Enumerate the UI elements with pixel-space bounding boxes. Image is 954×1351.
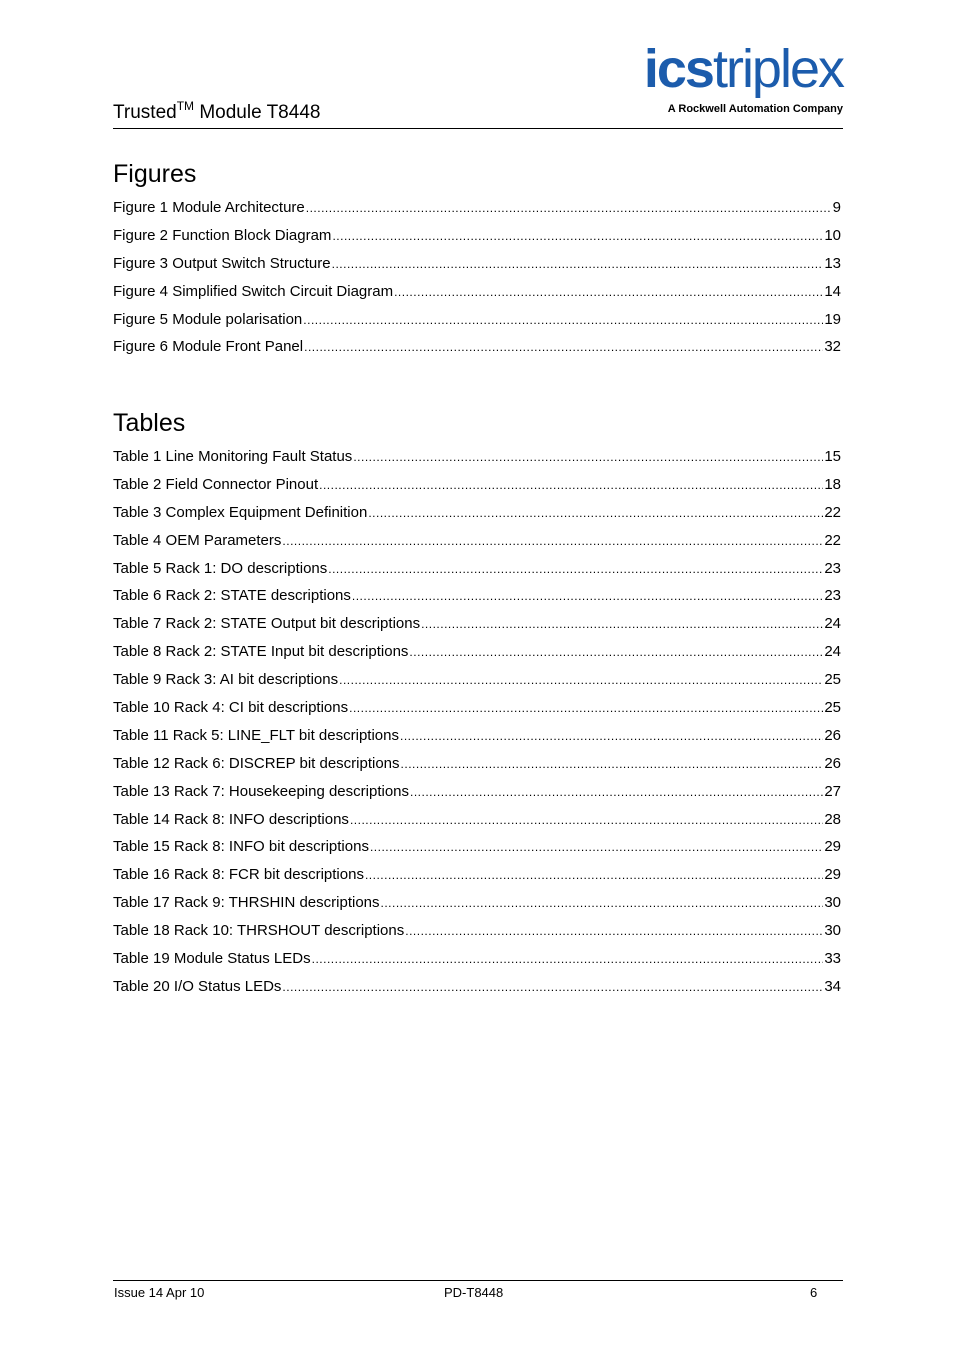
- footer-issue: Issue 14 Apr 10: [114, 1285, 205, 1300]
- tables-heading: Tables: [113, 409, 186, 437]
- table-entry-page[interactable]: 22: [824, 531, 841, 549]
- table-entry[interactable]: [113, 894, 841, 922]
- dot-leader: [368, 504, 823, 522]
- figure-entry-page[interactable]: 9: [832, 199, 841, 216]
- table-entry-label[interactable]: Table 20 I/O Status LEDs: [113, 977, 282, 995]
- figure-entry[interactable]: [113, 227, 841, 255]
- dot-leader: [352, 587, 823, 605]
- dot-leader: [370, 838, 823, 856]
- table-entry-page[interactable]: 25: [824, 699, 841, 717]
- table-entry-page[interactable]: 29: [824, 866, 841, 884]
- dot-leader: [365, 866, 823, 884]
- dot-leader: [353, 448, 823, 466]
- table-entry[interactable]: [113, 922, 841, 950]
- logo-tagline-brand: A Rockwell Automation: [667, 103, 790, 115]
- trademark-superscript: TM: [176, 99, 195, 113]
- table-entry-page[interactable]: 28: [824, 810, 841, 828]
- table-entry-label[interactable]: Table 18 Rack 10: THRSHOUT descriptions: [113, 922, 405, 940]
- dot-leader: [319, 476, 823, 494]
- table-entry-page[interactable]: 26: [824, 754, 841, 772]
- dot-leader: [381, 894, 824, 912]
- table-entry-page[interactable]: 24: [824, 643, 841, 661]
- figure-entry-label[interactable]: Figure 2 Function Block Diagram: [113, 226, 332, 244]
- table-entry-page[interactable]: 34: [824, 977, 841, 995]
- figure-entry[interactable]: [113, 199, 841, 227]
- table-entry[interactable]: [113, 448, 841, 476]
- table-entry-page[interactable]: 33: [824, 950, 841, 968]
- table-entry[interactable]: [113, 504, 841, 532]
- figures-list: [113, 199, 841, 366]
- dot-leader: [394, 283, 823, 301]
- page-footer: [113, 1280, 843, 1300]
- figure-entry-page[interactable]: 10: [824, 226, 841, 244]
- table-entry-label[interactable]: Table 9 Rack 3: AI bit descriptions: [113, 671, 339, 689]
- figure-entry-page[interactable]: 14: [824, 282, 841, 300]
- logo-tagline-company: Company: [789, 103, 843, 115]
- table-entry[interactable]: [113, 978, 841, 1006]
- dot-leader: [304, 338, 823, 356]
- table-entry[interactable]: [113, 866, 841, 894]
- table-entry-label[interactable]: Table 6 Rack 2: STATE descriptions: [113, 587, 351, 605]
- dot-leader: [349, 699, 823, 717]
- table-entry-label[interactable]: Table 19 Module Status LEDs: [113, 950, 311, 968]
- table-entry[interactable]: [113, 476, 841, 504]
- table-entry-page[interactable]: 18: [824, 475, 841, 493]
- table-entry[interactable]: [113, 838, 841, 866]
- table-entry[interactable]: [113, 560, 841, 588]
- figures-heading: Figures: [113, 160, 197, 188]
- logo-ics: ics: [643, 39, 713, 99]
- dot-leader: [400, 727, 823, 745]
- table-entry[interactable]: [113, 811, 841, 839]
- table-entry-label[interactable]: Table 4 OEM Parameters: [113, 531, 282, 549]
- table-entry-label[interactable]: Table 2 Field Connector Pinout: [113, 475, 319, 493]
- logo-wordmark: [603, 40, 843, 98]
- logo-triplex: triplex: [712, 39, 843, 99]
- table-entry-page[interactable]: 26: [824, 726, 841, 744]
- figure-entry-page[interactable]: 19: [824, 310, 841, 328]
- document-title: [113, 99, 321, 125]
- dot-leader: [282, 532, 823, 550]
- table-entry-label[interactable]: Table 1 Line Monitoring Fault Status: [113, 448, 353, 465]
- dot-leader: [405, 922, 823, 940]
- table-entry-page[interactable]: 25: [824, 671, 841, 689]
- table-entry-label[interactable]: Table 16 Rack 8: FCR bit descriptions: [113, 866, 364, 884]
- dot-leader: [410, 783, 823, 801]
- figure-entry[interactable]: [113, 311, 841, 339]
- figure-entry-page[interactable]: 13: [824, 254, 841, 272]
- table-entry-page[interactable]: 22: [824, 503, 841, 521]
- figure-entry[interactable]: [113, 255, 841, 283]
- figure-entry-label[interactable]: Figure 1 Module Architecture: [113, 199, 305, 216]
- title-module: Module T8448: [194, 102, 321, 123]
- table-entry[interactable]: [113, 532, 841, 560]
- dot-leader: [282, 978, 823, 996]
- figure-entry[interactable]: [113, 338, 841, 366]
- dot-leader: [421, 615, 823, 633]
- figure-entry-label[interactable]: Figure 4 Simplified Switch Circuit Diagram: [113, 282, 394, 300]
- table-entry-label[interactable]: Table 3 Complex Equipment Definition: [113, 503, 368, 521]
- dot-leader: [306, 199, 832, 217]
- dot-leader: [328, 560, 823, 578]
- table-entry[interactable]: [113, 699, 841, 727]
- title-trusted: Trusted: [113, 102, 177, 123]
- table-entry-page[interactable]: 30: [824, 894, 841, 912]
- figure-entry-label[interactable]: Figure 5 Module polarisation: [113, 310, 303, 328]
- table-entry-page[interactable]: 23: [824, 559, 841, 577]
- table-entry[interactable]: [113, 783, 841, 811]
- dot-leader: [409, 643, 823, 661]
- dot-leader: [332, 227, 823, 245]
- tables-list: [113, 448, 841, 1006]
- dot-leader: [303, 311, 823, 329]
- table-entry-page[interactable]: 24: [824, 615, 841, 633]
- figure-entry-label[interactable]: Figure 3 Output Switch Structure: [113, 254, 331, 272]
- logo-tagline: [603, 102, 843, 116]
- table-entry[interactable]: [113, 615, 841, 643]
- table-entry-label[interactable]: Table 11 Rack 5: LINE_FLT bit descriptions: [113, 726, 399, 744]
- table-entry-page[interactable]: 23: [824, 587, 841, 605]
- dot-leader: [401, 755, 824, 773]
- table-entry-label[interactable]: Table 8 Rack 2: STATE Input bit descriptions: [113, 643, 409, 661]
- table-entry[interactable]: [113, 950, 841, 978]
- ics-triplex-logo: [603, 40, 843, 120]
- table-entry[interactable]: [113, 727, 841, 755]
- table-entry-label[interactable]: Table 17 Rack 9: THRSHIN descriptions: [113, 894, 380, 912]
- figure-entry-page[interactable]: 32: [824, 338, 841, 356]
- dot-leader: [332, 255, 824, 273]
- footer-doc-number: PD-T8448: [444, 1285, 504, 1300]
- dot-leader: [312, 950, 824, 968]
- table-entry-label[interactable]: Table 5 Rack 1: DO descriptions: [113, 559, 328, 577]
- table-entry-label[interactable]: Table 10 Rack 4: CI bit descriptions: [113, 699, 349, 717]
- table-entry-page[interactable]: 27: [824, 782, 841, 800]
- table-entry-page[interactable]: 30: [824, 922, 841, 940]
- table-entry-label[interactable]: Table 12 Rack 6: DISCREP bit descriptions: [113, 754, 400, 772]
- footer-page-number: 6: [810, 1285, 818, 1300]
- table-entry-label[interactable]: Table 7 Rack 2: STATE Output bit descriptions: [113, 615, 421, 633]
- table-entry-page[interactable]: 29: [824, 838, 841, 856]
- table-entry[interactable]: [113, 755, 841, 783]
- table-entry-page[interactable]: 15: [824, 448, 841, 465]
- figure-entry-label[interactable]: Figure 6 Module Front Panel: [113, 338, 304, 356]
- table-entry[interactable]: [113, 671, 841, 699]
- table-entry[interactable]: [113, 643, 841, 671]
- page-header: [113, 40, 843, 129]
- table-entry-label[interactable]: Table 13 Rack 7: Housekeeping descriptions: [113, 782, 410, 800]
- table-entry-label[interactable]: Table 14 Rack 8: INFO descriptions: [113, 810, 349, 828]
- table-entry-label[interactable]: Table 15 Rack 8: INFO bit descriptions: [113, 838, 369, 856]
- table-entry[interactable]: [113, 587, 841, 615]
- figure-entry[interactable]: [113, 283, 841, 311]
- dot-leader: [350, 811, 823, 829]
- dot-leader: [339, 671, 823, 689]
